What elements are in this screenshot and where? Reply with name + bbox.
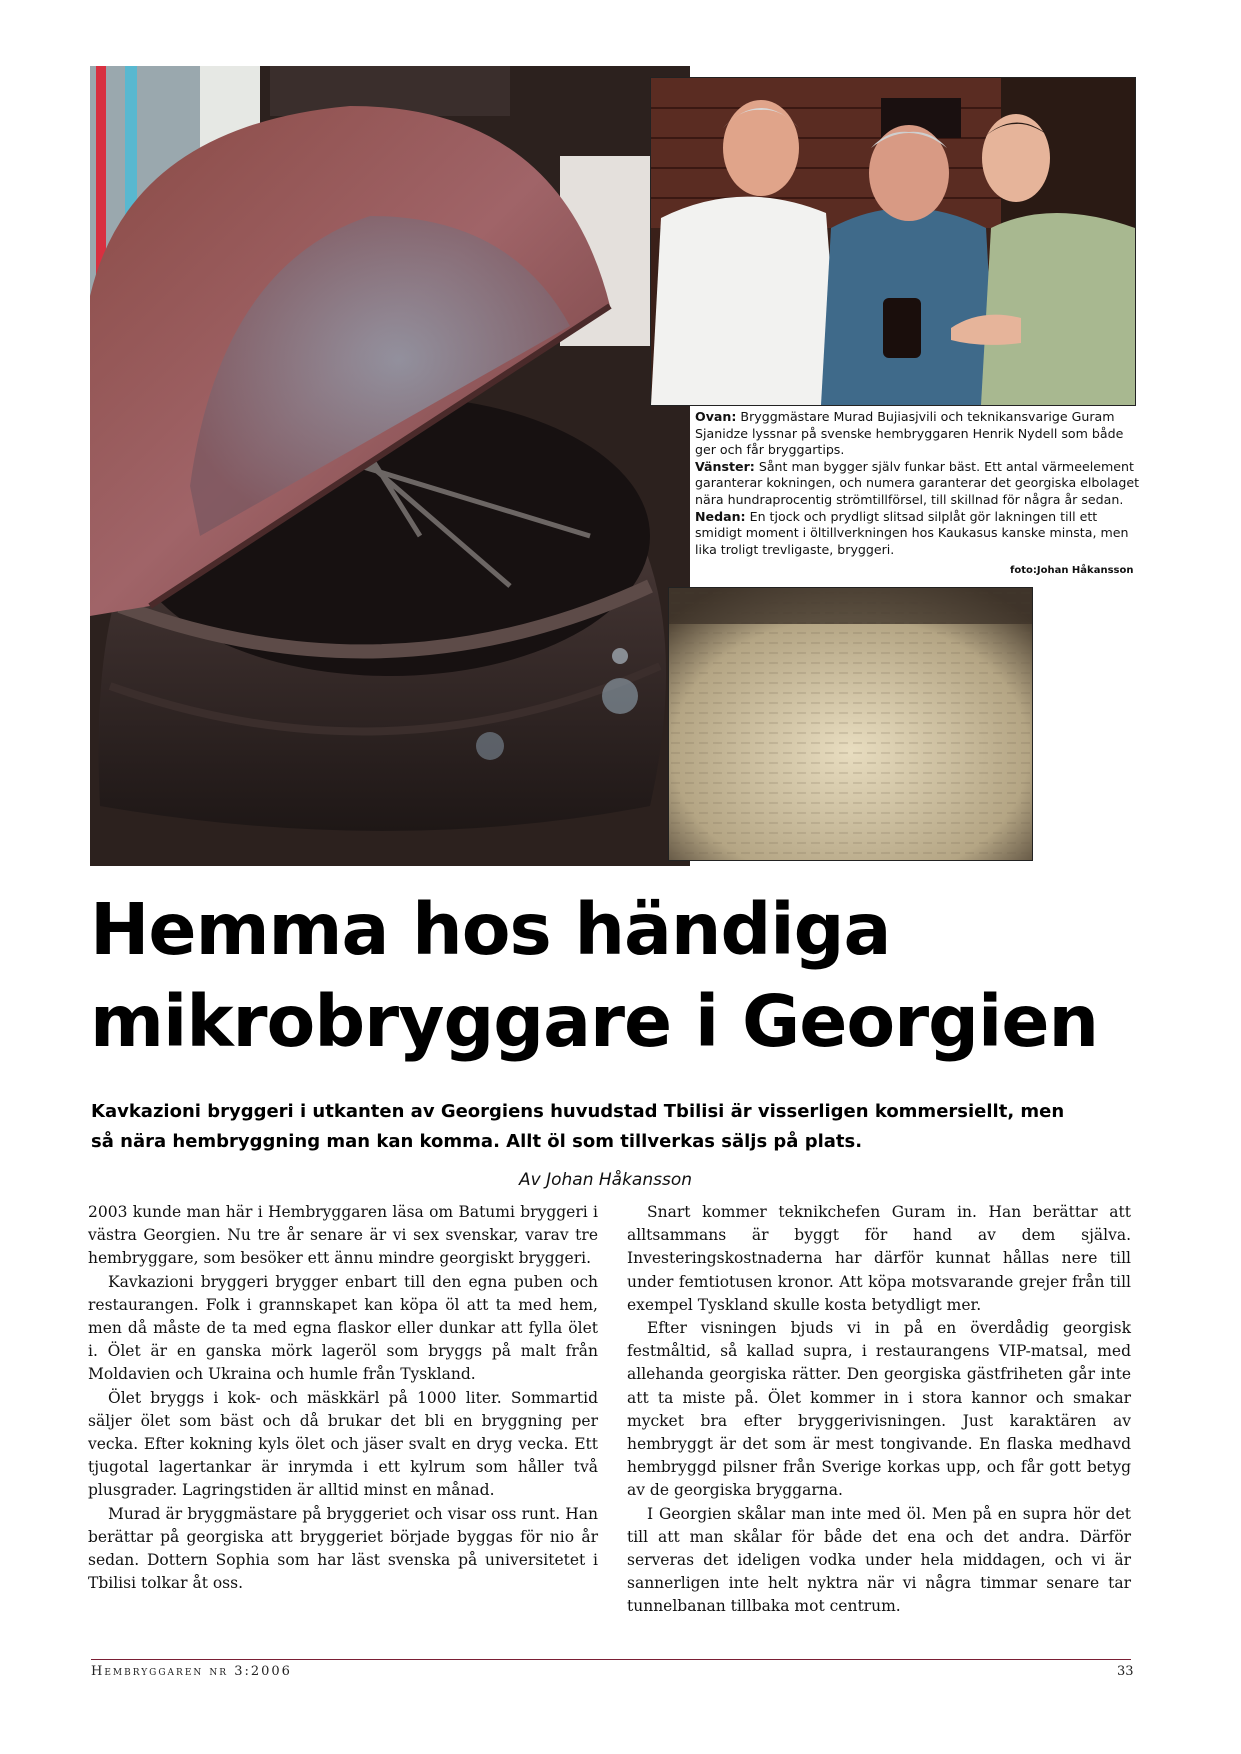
caption-below	[695, 509, 1140, 559]
caption-left	[695, 459, 1140, 509]
article-headline	[90, 884, 1170, 1068]
brewers-illustration	[651, 78, 1135, 405]
sparge-plate-photo	[668, 587, 1033, 861]
photo-credit: foto:Johan Håkansson	[1010, 565, 1134, 576]
body-paragraph: Ölet bryggs i kok- och mäskkärl på 1000 liter. Sommartid säljer ölet som bäst och då brukar det bli en bryggning per vecka. Efter kokning kyls ölet och jäser svalt en dryg vecka. Ett tjugotal lagertankar är inrymda i ett kylrum som håller två plusgrader. Lagringstiden är alltid minst en månad.	[88, 1388, 598, 1500]
caption-text: En tjock och prydligt slitsad silplåt gör lakningen till ett smidigt moment i öltillverkningen hos Kaukasus kanske minsta, men lika troligt trevligaste, bryggeri.	[695, 508, 1129, 557]
body-paragraph: Snart kommer teknikchefen Guram in. Han berättar att alltsammans är byggt för hand av dem själva. Investeringskostnaderna har därför kunnat hållas nere till under femtiotusen kronor. Att köpa motsvarande grejer från till exempel Tyskland skulle kosta betydligt mer.	[627, 1203, 1131, 1314]
kettle-photo	[90, 66, 690, 866]
caption-label: Vänster:	[695, 458, 755, 474]
brewers-photo	[650, 77, 1136, 406]
headline-line-1: Hemma hos händiga	[90, 888, 891, 971]
caption-label: Ovan:	[695, 409, 737, 424]
sparge-plate-illustration	[669, 588, 1032, 860]
body-paragraph: Efter visningen bjuds vi in på en överdådig georgisk festmåltid, så kallad supra, i restaurangens VIP-matsal, med allehanda georgiska rätter. Den georgiska gästfriheten går inte att ta miste på. Ölet kommer in i stora kannor och smakar mycket bra efter bryggerivisningen. Just karaktären av hembryggt är det som är mest tongivande. En flaska medhavd hembryggd pilsner från Sverige korkas upp, och får gott betyg av de georgiska bryggarna.	[627, 1319, 1131, 1500]
body-paragraph: Kavkazioni bryggeri brygger enbart till den egna puben och restaurangen. Folk i grannskapet kan köpa öl att ta med hem, men då måste de ta med egna flaskor eller dunkar att fylla ölet i. Ölet är en ganska mörk lageröl som bryggs på malt från Moldavien och Ukraina och humle från Tyskland.	[88, 1272, 598, 1384]
headline-line-2: mikrobryggare i Georgien	[90, 980, 1099, 1063]
body-paragraph: 2003 kunde man här i Hembryggaren läsa om Batumi bryggeri i västra Georgien. Nu tre år senare är vi sex svenskar, varav tre hembryggare, som besöker ett ännu mindre georgiskt bryggeri.	[88, 1203, 598, 1268]
article-lead: Kavkazioni bryggeri i utkanten av Georgiens huvudstad Tbilisi är visserligen kommersiellt, men så nära hembryggning man kan komma. Allt öl som tillverkas säljs på plats.	[91, 1101, 1065, 1152]
photo-captions	[695, 409, 1140, 558]
caption-text: Sånt man bygger själv funkar bäst. Ett antal värmeelement garanterar kokningen, och numera garanterar det georgiska elbolaget nära hundraprocentig strömtillförsel, till skillnad för några år sedan.	[695, 458, 1140, 507]
byline: Av Johan Håkansson	[519, 1170, 693, 1190]
caption-above	[695, 409, 1140, 459]
footer-publication: Hembryggaren nr 3:2006	[91, 1664, 292, 1679]
body-paragraph: Murad är bryggmästare på bryggeriet och visar oss runt. Han berättar på georgiska att bryggeriet började byggas för nio år sedan. Dottern Sophia som har läst svenska på universitetet i Tbilisi tolkar åt oss.	[88, 1504, 598, 1593]
body-paragraph: I Georgien skålar man inte med öl. Men på en supra hör det till att man skålar för både det ena och det andra. Därför serveras det ideligen vodka under hela middagen, och vi är sannerligen inte helt nyktra när vi några timmar senare tar tunnelbanan tillbaka mot centrum.	[627, 1504, 1131, 1616]
body-column-right	[627, 1201, 1131, 1619]
body-column-left	[88, 1201, 598, 1595]
caption-text: Bryggmästare Murad Bujiasjvili och teknikansvarige Guram Sjanidze lyssnar på svenske hembryggaren Henrik Nydell som både ger och får bryggartips.	[695, 409, 1124, 458]
page-number: 33	[1117, 1664, 1134, 1679]
footer-divider	[91, 1659, 1131, 1660]
caption-label: Nedan:	[695, 508, 746, 524]
kettle-illustration	[90, 66, 690, 866]
